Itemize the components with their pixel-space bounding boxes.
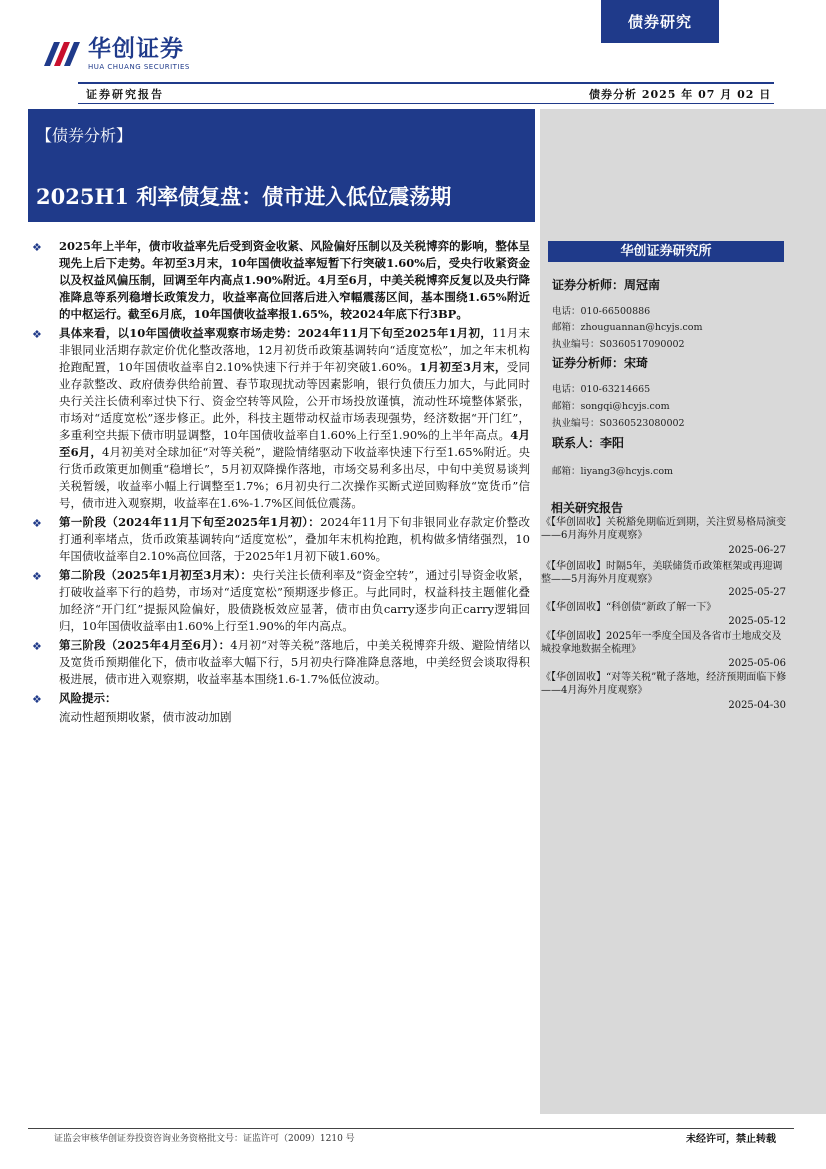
- analyst-1-name: 证券分析师：周冠南: [552, 278, 661, 292]
- stage-2-lead: 第二阶段（2025年1月初至3月末）：: [59, 568, 252, 582]
- analyst-2-email[interactable]: 邮箱：songqi@hcyjs.com: [552, 401, 670, 412]
- summary-point: [30, 238, 530, 323]
- diamond-bullet-icon: ❖: [32, 241, 42, 254]
- contact-email[interactable]: 邮箱：liyang3@hcyjs.com: [552, 466, 674, 477]
- category-tab: 债券研究: [601, 0, 719, 43]
- summary-body: [30, 238, 530, 726]
- related-report-item[interactable]: 《【华创固收】“科创债”新政了解一下》: [541, 602, 717, 613]
- related-report-item[interactable]: 《【华创固收】“对等关税”靴子落地，经济预期面临下修——4月海外月度观察》: [541, 672, 787, 696]
- analyst-2-name: 证券分析师：宋琦: [552, 356, 649, 370]
- institute-banner: 华创证券研究所: [548, 241, 784, 262]
- detail-text-b: 受同业存款整改、政府债券供给前置、春节取现扰动等因素影响，银行负债压力加大，与此同时央行关注长债利率过快下行、资金空转等风险，公开市场投放谨慎，流动性环境整体紧张，市场对“适度宽松”逐步修正。此外，科技主题带动权益市场表现强势，经济数据“开门红”，多重利空共振下债市明显调整，10年国债收益率自1.60%上行至1.90%的上半年高点。: [59, 360, 530, 442]
- footer-notice: 未经许可，禁止转载: [686, 1134, 776, 1145]
- title-banner: [28, 109, 535, 222]
- analyst-2-phone: 电话：010-63214665: [552, 384, 651, 395]
- header-rule: [78, 82, 774, 84]
- logo-mark-icon: [40, 36, 82, 72]
- diamond-bullet-icon: ❖: [32, 570, 42, 583]
- diamond-bullet-icon: ❖: [32, 328, 42, 341]
- stage-3-lead: 第三阶段（2025年4月至6月）：: [59, 638, 231, 652]
- stage-3-text: 4月初“对等关税”落地后，中美关税博弈升级、避险情绪以及宽货币预期催化下，债市收益率大幅下行，5月初央行降准降息落地，中美经贸会谈取得积极进展，债市进入观察期，收益率基本围绕1.6-1.7%低位波动。: [59, 638, 530, 686]
- stage-1-text: 2024年11月下旬非银同业存款定价整改打通利率堵点，货币政策基调转向“适度宽松”，叠加年末机构抢跑，机构做多情绪强烈，10年国债收益率自2.10%高位回落，于2025年1月初下破1.60%。: [59, 515, 530, 563]
- risk-text: 流动性超预期收紧，债市波动加剧: [59, 710, 232, 724]
- analyst-2-license: 执业编号：S0360523080002: [552, 418, 685, 429]
- analyst-1-email[interactable]: 邮箱：zhouguannan@hcyjs.com: [552, 322, 703, 333]
- related-report-item[interactable]: 《【华创固收】关税豁免期临近到期，关注贸易格局演变——6月海外月度观察》: [541, 517, 786, 541]
- detail-point: [30, 325, 530, 512]
- report-title: 2025H1 利率债复盘：债市进入低位震荡期: [36, 184, 452, 209]
- contact-name: 联系人：李阳: [552, 436, 625, 450]
- report-date: 债券分析 2025 年 07 月 02 日: [589, 88, 772, 101]
- related-report-date: 2025-05-06: [728, 658, 786, 669]
- header-rule-bottom: [78, 103, 774, 104]
- related-report-item[interactable]: 《【华创固收】2025年一季度全国及各省市土地成交及城投拿地数据全梳理》: [541, 631, 782, 655]
- risk-point: [30, 690, 530, 707]
- stage-1-lead: 第一阶段（2024年11月下旬至2025年1月初）：: [59, 515, 321, 529]
- related-report-date: 2025-04-30: [728, 700, 786, 711]
- related-reports-title: 相关研究报告: [551, 501, 624, 515]
- company-logo: [40, 36, 190, 72]
- analyst-1-phone: 电话：010-66500886: [552, 306, 651, 317]
- stage-1-point: [30, 514, 530, 565]
- detail-text-c: 4月初美对全球加征“对等关税”，避险情绪驱动下收益率快速下行至1.65%附近。央行货币政策更加侧重“稳增长”，5月初双降操作落地，市场交易利多出尽，中旬中美贸易谈判关税暂缓，收益率小幅上行调整至1.7%；6月初央行二次操作买断式逆回购释放“宽货币”信号，债市进入观察期，收益率在1.6%-1.7%区间低位震荡。: [59, 445, 530, 510]
- footer-license: 证监会审核华创证券投资咨询业务资格批文号：证监许可（2009）1210 号: [54, 1134, 355, 1144]
- detail-lead-2: 1月初至3月末，: [419, 360, 507, 374]
- diamond-bullet-icon: ❖: [32, 693, 42, 706]
- stage-2-text: 央行关注长债利率及“资金空转”，通过引导资金收紧，打破收益率下行的趋势，市场对“适度宽松”预期逐步修正。与此同时，权益科技主题催化叠加经济“开门红”提振风险偏好，股债跷板效应显著，债市由负carry逐步向正carry逻辑回归，10年国债收益率由1.60%上行至1.90%的年内高点。: [59, 568, 530, 633]
- summary-paragraph: 2025年上半年，债市收益率先后受到资金收紧、风险偏好压制以及关税博弈的影响，整体呈现先上后下走势。年初至3月末，10年国债收益率短暂下行突破1.60%后，受央行收紧资金以及权益风偏压制，回调至年内高点1.90%附近。4月至6月，中美关税博弈反复以及央行降准降息等系列稳增长政策发力，收益率高位回落后进入窄幅震荡区间，基本围绕1.65%附近的中枢运行。截至6月底，10年国债收益率报1.65%，较2024年底下行3BP。: [59, 239, 530, 321]
- analyst-1-license: 执业编号：S0360517090002: [552, 339, 685, 350]
- detail-lead: 具体来看，以10年国债收益率观察市场走势：2024年11月下旬至2025年1月初，: [59, 326, 492, 340]
- detail-lead-3: 4月至6月，: [59, 428, 530, 459]
- related-report-item[interactable]: 《【华创固收】时隔5年，美联储货币政策框架或再迎调整——5月海外月度观察》: [541, 561, 783, 585]
- detail-text-a: 11月末非银同业活期存款定价优化整改落地，12月初货币政策基调转向“适度宽松”，加之年末机构抢跑配置，10年国债收益率自2.10%快速下行并于年初突破1.60%。: [59, 326, 530, 374]
- diamond-bullet-icon: ❖: [32, 640, 42, 653]
- stage-3-point: [30, 637, 530, 688]
- logo-name-en: HUA CHUANG SECURITIES: [88, 62, 190, 71]
- related-report-date: 2025-05-12: [728, 616, 786, 627]
- report-type: 证券研究报告: [86, 88, 164, 101]
- risk-title: 风险提示：: [59, 691, 117, 705]
- related-report-date: 2025-06-27: [728, 545, 786, 556]
- report-category: 【债券分析】: [36, 126, 133, 145]
- diamond-bullet-icon: ❖: [32, 517, 42, 530]
- footer-rule: [28, 1128, 794, 1129]
- related-report-date: 2025-05-27: [728, 587, 786, 598]
- logo-name-cn: 华创证券: [88, 35, 184, 62]
- stage-2-point: [30, 567, 530, 635]
